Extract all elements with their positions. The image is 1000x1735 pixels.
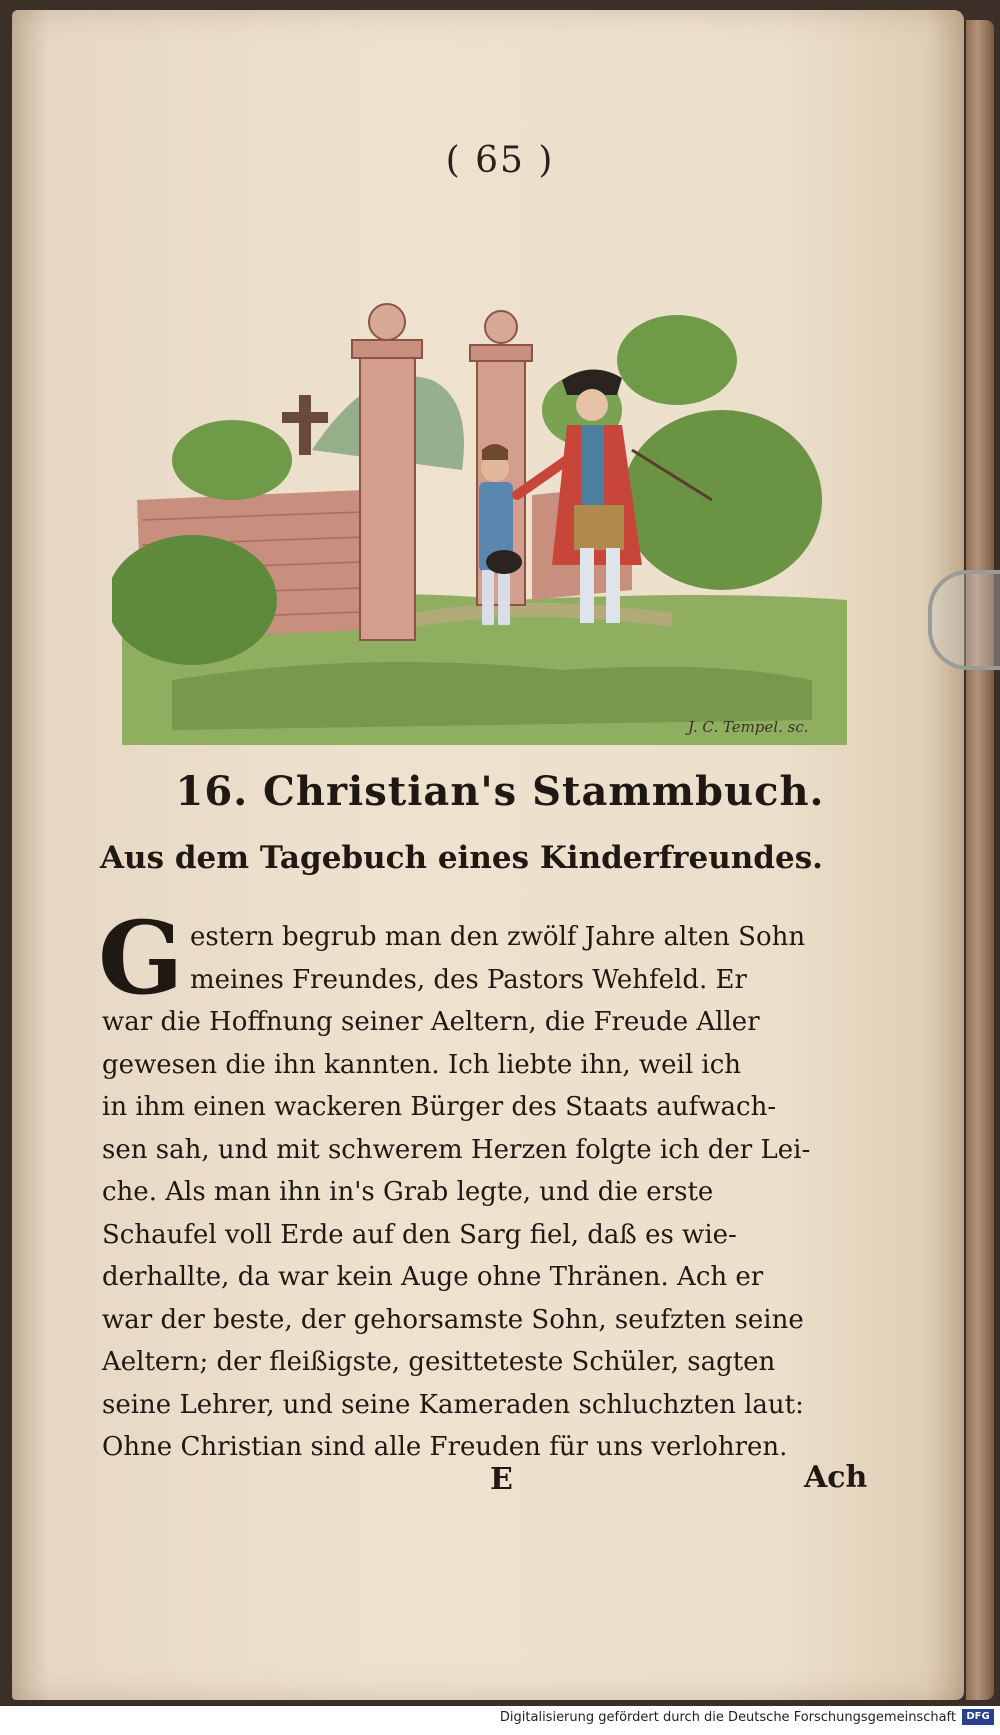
drop-cap: G [98,899,184,1017]
body-line: meines Freundes, des Pastors Wehfeld. Er [190,964,747,995]
engraving-illustration [112,300,847,745]
body-line: war der beste, der gehorsamste Sohn, seufzten seine [102,1304,804,1335]
page-clip [928,570,1000,670]
body-line: Schaufel voll Erde auf den Sarg fiel, daß es wie- [102,1219,737,1250]
body-line: seine Lehrer, und seine Kameraden schluchzten laut: [102,1389,804,1420]
page-edge [966,20,994,1700]
body-text [102,916,852,1469]
page-number: ( 65 ) [445,140,555,181]
footer-credit: Digitalisierung gefördert durch die Deutsche Forschungsgemeinschaft [499,1710,956,1725]
body-line: Ohne Christian sind alle Freuden für uns verlohren. [102,1432,788,1462]
catchword: Ach [804,1460,868,1495]
chapter-title: 16. Christian's Stammbuch. [175,768,825,815]
body-line: Aeltern; der fleißigste, gesitteteste Schüler, sagten [102,1347,776,1377]
body-line: sen sah, und mit schwerem Herzen folgte ich der Lei- [102,1134,811,1165]
body-line: che. Als man ihn in's Grab legte, und die erste [102,1177,714,1207]
body-line: gewesen die ihn kannten. Ich liebte ihn, weil ich [102,1049,742,1080]
chapter-subtitle: Aus dem Tagebuch eines Kinderfreundes. [100,840,823,876]
dfg-logo: DFG [962,1709,994,1725]
body-line: derhallte, da war kein Auge ohne Thränen. Ach er [102,1262,764,1292]
body-line: estern begrub man den zwölf Jahre alten Sohn [190,922,806,952]
signature-mark: E [490,1462,513,1497]
engraver-signature: J. C. Tempel. sc. [688,718,809,736]
body-line: war die Hoffnung seiner Aeltern, die Freude Aller [102,1007,760,1037]
body-line: in ihm einen wackeren Bürger des Staats aufwach- [102,1092,777,1122]
